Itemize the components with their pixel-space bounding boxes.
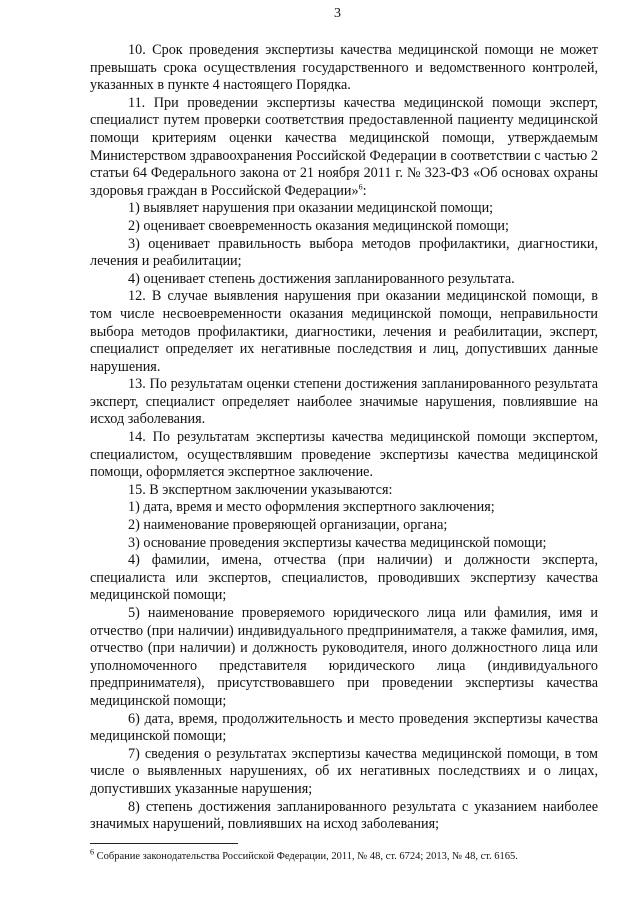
list-item-15-6: 6) дата, время, продолжительность и место проведения экспертизы качества медицинской помощи; — [90, 710, 598, 745]
footnote-divider — [90, 843, 238, 844]
page-number: 3 — [334, 6, 341, 21]
list-item-11-3: 3) оценивает правильность выбора методов профилактики, диагностики, лечения и реабилитации; — [90, 235, 598, 270]
list-item-15-3: 3) основание проведения экспертизы качества медицинской помощи; — [128, 534, 547, 551]
footnote-reference[interactable]: 6 — [358, 182, 363, 192]
footnote — [90, 847, 598, 863]
list-item-15-4: 4) фамилии, имена, отчества (при наличии) и должности эксперта, специалиста или экспертов, специалистов, проводивших экспертизу качества медицинской помощи; — [90, 552, 598, 604]
paragraph-11 — [90, 95, 598, 201]
paragraph-15: 15. В экспертном заключении указываются: — [128, 481, 393, 498]
list-item-11-2: 2) оценивает своевременность оказания медицинской помощи; — [128, 217, 509, 234]
list-item-11-4: 4) оценивает степень достижения запланированного результата. — [128, 270, 515, 287]
list-item-11-1: 1) выявляет нарушения при оказании медицинской помощи; — [128, 200, 494, 217]
paragraph-11-text: 11. При проведении экспертизы качества медицинской помощи эксперт, специалист путем проверки соответствия предоставленной пациенту медицинской помощи критериям оценки качества медицинской помощи, утверждаемым Министерством здравоохранения Российской Федерации в соответствии с частью 2 статьи 64 Федерального закона от 21 ноября 2011 г. № 323-ФЗ «Об основах охраны здоровья граждан в Российской Федерации» — [90, 94, 598, 199]
paragraph-12: 12. В случае выявления нарушения при оказании медицинской помощи, в том числе несвоевременности оказания медицинской помощи, неправильности выбора методов профилактики, диагностики, лечения и реабилитации, эксперт, специалист определяет их негативные последствия и лиц, допустивших данные нарушения. — [90, 288, 598, 375]
body-text — [90, 42, 598, 834]
footnote-marker: 6 — [90, 847, 94, 857]
paragraph-11-colon: : — [362, 182, 367, 199]
list-item-15-2: 2) наименование проверяющей организации, органа; — [128, 517, 448, 534]
list-item-15-1: 1) дата, время и место оформления экспертного заключения; — [128, 499, 495, 516]
paragraph-10: 10. Срок проведения экспертизы качества медицинской помощи не может превышать срока осуществления государственного и ведомственного контролей, указанных в пункте 4 настоящего Порядка. — [90, 42, 598, 94]
list-item-15-7: 7) сведения о результатах экспертизы качества медицинской помощи, в том числе о выявленных нарушениях, об их негативных последствиях и о лицах, допустивших указанные нарушения; — [90, 745, 598, 797]
list-item-15-8: 8) степень достижения запланированного результата с указанием наиболее значимых нарушений, повлиявших на исход заболевания; — [90, 798, 598, 833]
paragraph-14: 14. По результатам экспертизы качества медицинской помощи экспертом, специалистом, осуществлявшим проведение экспертизы качества медицинской помощи, оформляется экспертное заключение. — [90, 429, 598, 481]
paragraph-13: 13. По результатам оценки степени достижения запланированного результата эксперт, специалист определяет наиболее значимые нарушения, повлиявшие на исход заболевания. — [90, 376, 598, 428]
footnote-text: Собрание законодательства Российской Федерации, 2011, № 48, ст. 6724; 2013, № 48, ст. 6165. — [96, 851, 518, 862]
list-item-15-5: 5) наименование проверяемого юридического лица или фамилия, имя и отчество (при наличии) индивидуального предпринимателя, а также фамилия, имя, отчество (при наличии) и должность руководителя, иного должностного лица или уполномоченного представителя юридического лица (индивидуального предпринимателя), присутствовавшего при проведении экспертизы качества медицинской помощи; — [90, 605, 598, 709]
